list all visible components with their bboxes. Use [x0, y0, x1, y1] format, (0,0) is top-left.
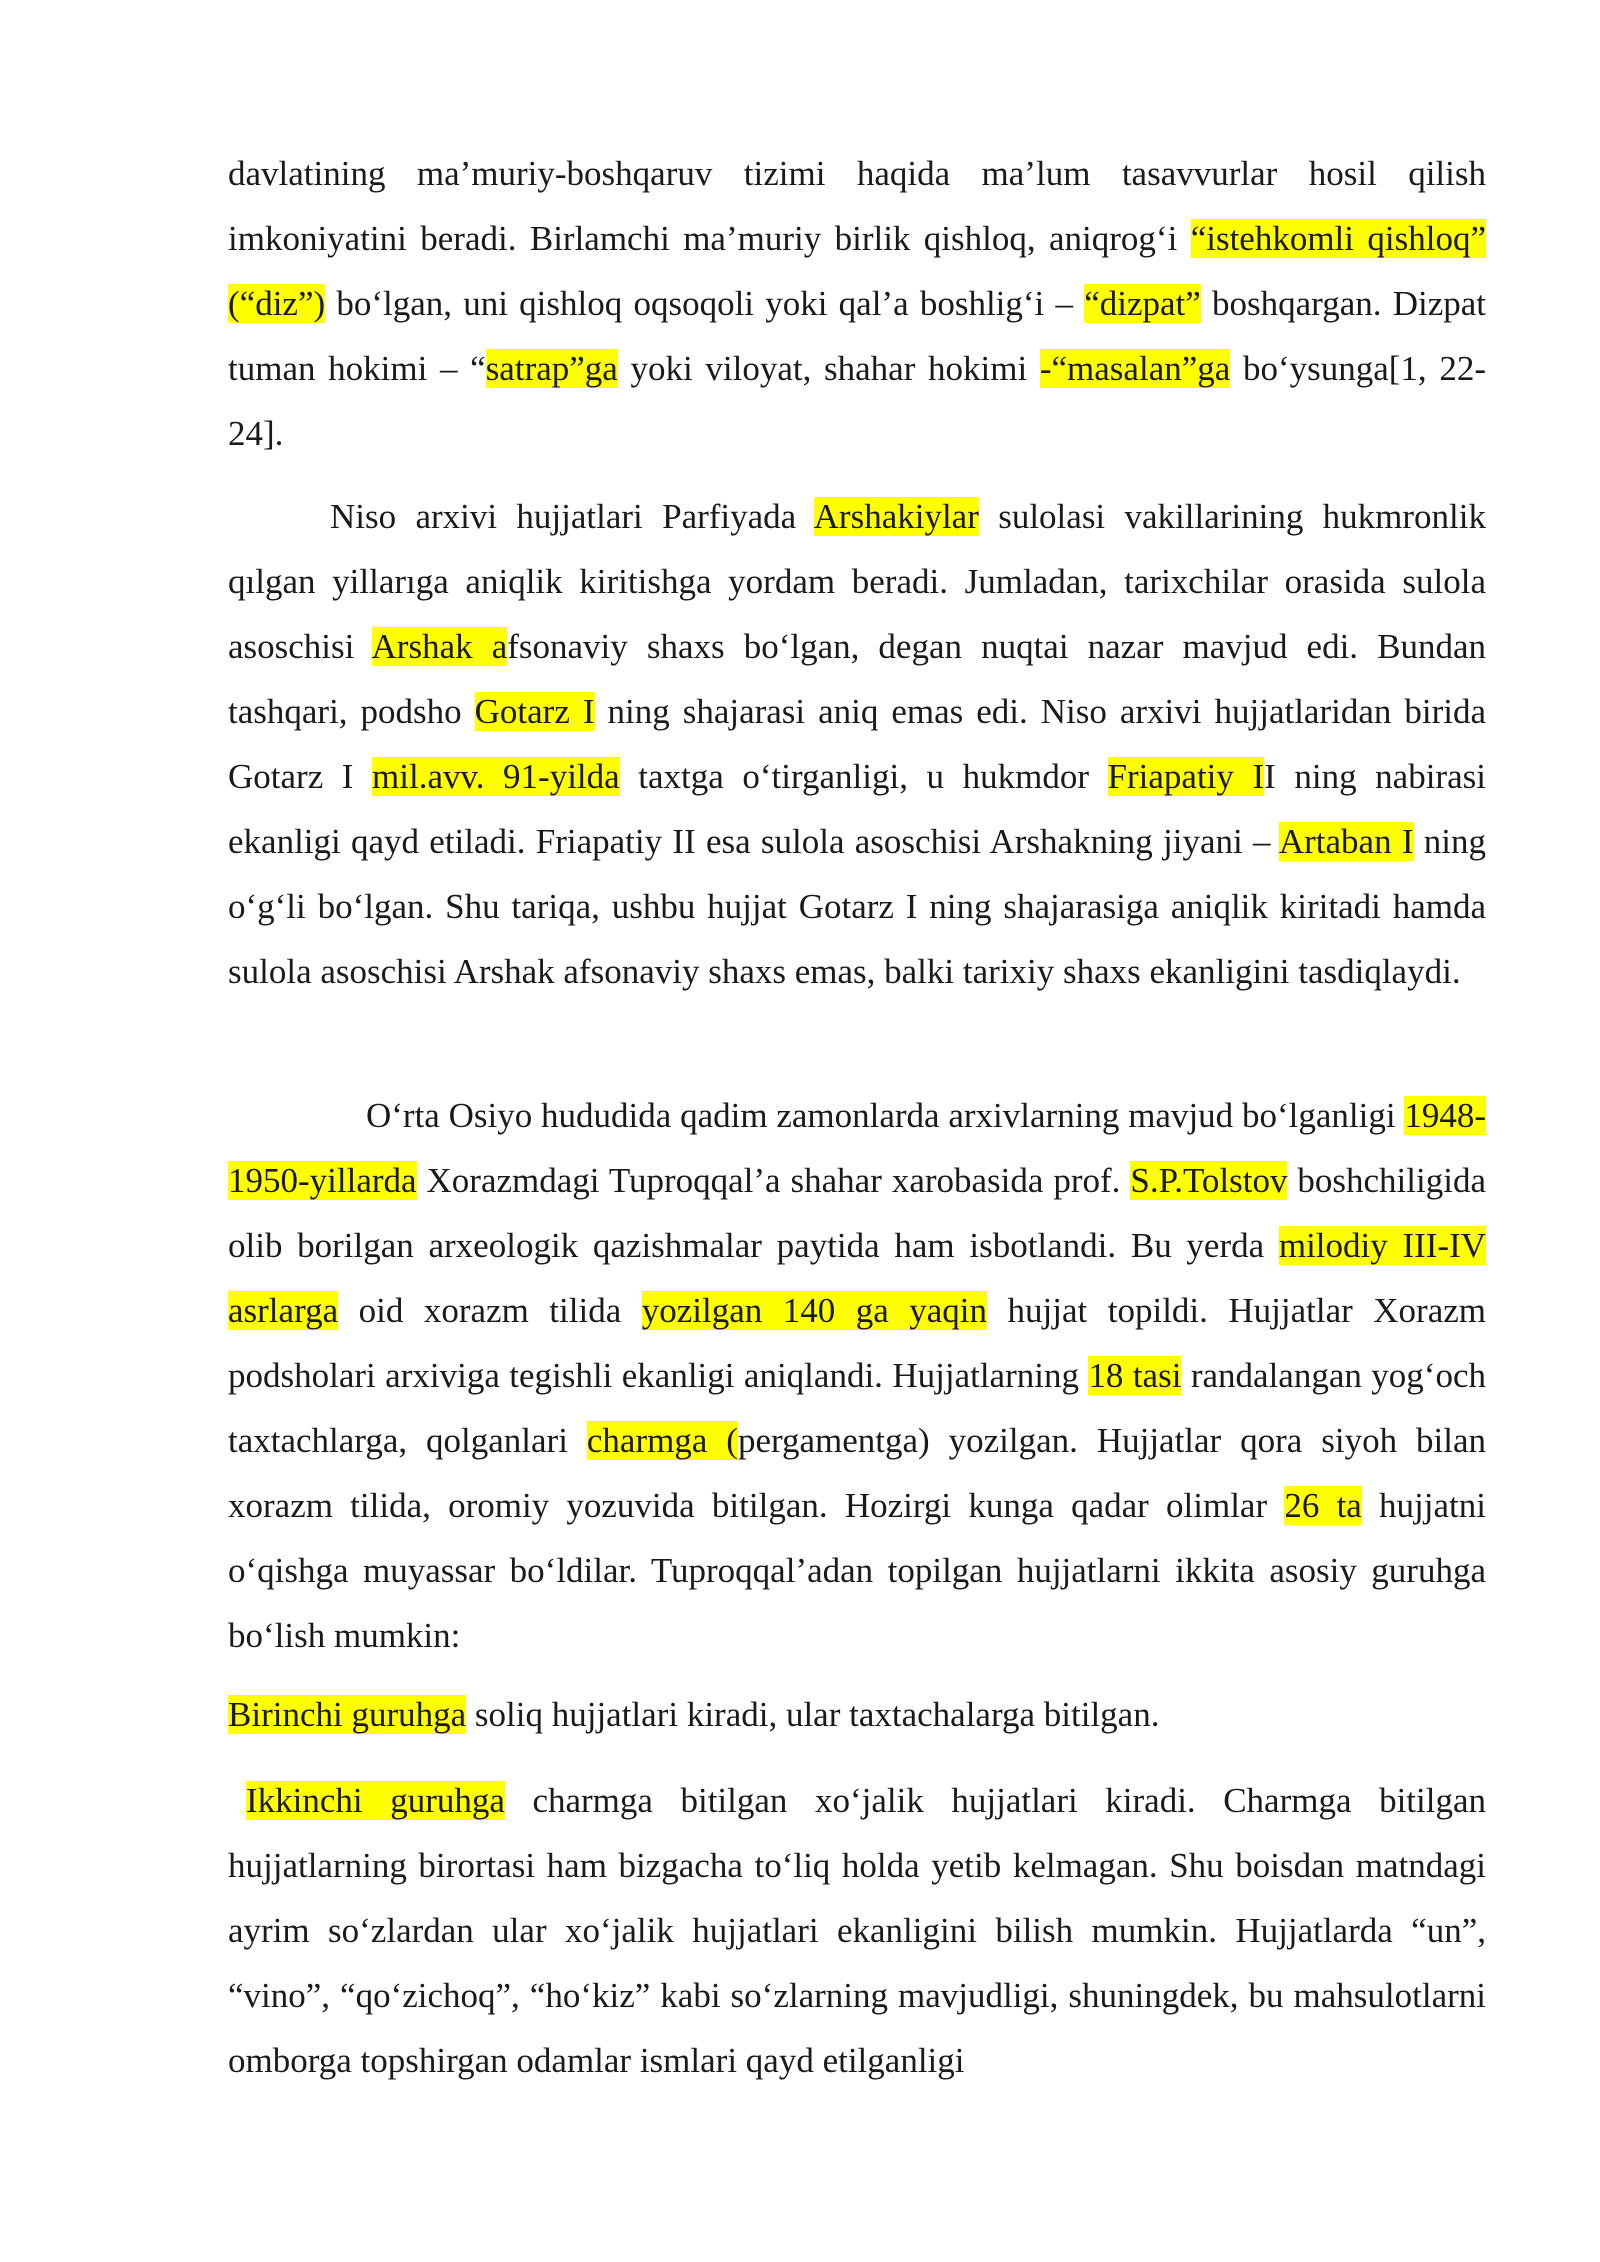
body-text: O‘rta Osiyo hududida qadim zamonlarda arxivlarning mavjud bo‘lganligi — [366, 1096, 1405, 1135]
body-text: hujjat topildi. Hujjatlar Xorazm podsholari arxiviga tegishli ekanligi aniqlandi. Hujjatlarning — [228, 1291, 1487, 1395]
highlighted-text: yozilgan 140 ga yaqin — [641, 1291, 988, 1330]
paragraph-text — [228, 484, 1486, 1004]
body-text: ning o‘g‘li bo‘lgan. Shu tariqa, ushbu hujjat Gotarz I ning shajarasiga aniqlik kiritadi hamda sulola asoschisi Arshak afsonaviy shaxs emas, balki tarixiy shaxs ekanligini tasdiqlaydi. — [228, 822, 1486, 991]
body-text: yoki viloyat, shahar hokimi — [617, 349, 1040, 388]
highlighted-text: charmga ( — [586, 1421, 738, 1460]
highlighted-text: satrap”ga — [485, 349, 618, 388]
highlighted-text: Friapatiy I — [1107, 757, 1265, 796]
paragraph-text — [228, 1682, 1486, 1747]
body-text: soliq hujjatlari kiradi, ular taxtachalarga bitilgan. — [466, 1695, 1160, 1734]
paragraph-4 — [228, 1682, 1486, 1747]
highlighted-text: milodiy III-IV asrlarga — [228, 1226, 1486, 1330]
paragraph-5 — [228, 1768, 1486, 2093]
paragraph-text — [228, 1768, 1486, 2093]
body-text: Xorazmdagi Tuproqqal’a shahar xarobasida prof. — [416, 1161, 1131, 1200]
highlighted-text: 1948- 1950-yillarda — [228, 1096, 1486, 1200]
body-text: bo‘lgan, uni qishloq oqsoqoli yoki qal’a boshlig‘i – — [325, 284, 1085, 323]
body-text: ning shajarasi aniq emas edi. Niso arxivi hujjatlaridan birida Gotarz I — [228, 692, 1486, 796]
highlighted-text: Birinchi guruhga — [228, 1695, 467, 1734]
body-text: boshqargan. Dizpat tuman hokimi – “ — [228, 284, 1486, 388]
body-text: boshchiligida olib borilgan arxeologik qazishmalar paytida ham isbotlandi. Bu yerda — [228, 1161, 1486, 1265]
paragraph-1 — [228, 141, 1486, 466]
paragraph-text — [228, 141, 1486, 466]
highlighted-text: “istehkomli qishloq” (“diz”) — [228, 219, 1486, 323]
body-text: randalangan yog‘och taxtachlarga, qolganlari — [228, 1356, 1486, 1460]
highlighted-text: “dizpat” — [1084, 284, 1201, 323]
body-text: sulolasi vakillarining hukmronlik qılgan yillarıga aniqlik kiritishga yordam beradi. Jumladan, tarixchilar orasida sulola asoschisi — [228, 497, 1487, 666]
body-text: I ning nabirasi ekanligi qayd etiladi. Friapatiy II esa sulola asoschisi Arshakning jiyani – — [228, 757, 1486, 861]
highlighted-text: Gotarz I — [474, 692, 595, 731]
body-text: oid xorazm tilida — [338, 1291, 642, 1330]
highlighted-text: Ikkinchi guruhga — [246, 1781, 505, 1820]
highlighted-text: S.P.Tolstov — [1130, 1161, 1288, 1200]
paragraph-3 — [228, 1083, 1486, 1668]
body-text: Niso arxivi hujjatlari Parfiyada — [330, 497, 814, 536]
paragraph-text — [228, 1083, 1486, 1668]
highlighted-text: 26 ta — [1284, 1486, 1362, 1525]
body-text: bo‘ysunga[1, 22-24]. — [228, 349, 1486, 453]
body-text: davlatining ma’muriy-boshqaruv tizimi haqida ma’lum tasavvurlar hosil qilish imkoniyatini beradi. Birlamchi ma’muriy birlik qishloq, aniqrog‘i — [228, 154, 1486, 258]
highlighted-text: -“masalan”ga — [1039, 349, 1231, 388]
body-text: charmga bitilgan xo‘jalik hujjatlari kiradi. Charmga bitilgan hujjatlarning birortasi ham bizgacha to‘liq holda yetib kelmagan. Shu boisdan matndagi ayrim so‘zlardan ular xo‘jalik hujjatlari ekanligini bilish mumkin. Hujjatlarda “un”, “vino”, “qo‘zichoq”, “ho‘kiz” kabi so‘zlarning mavjudligi, shuningdek, bu mahsulotlarni omborga topshirgan odamlar ismlari qayd etilganligi — [228, 1781, 1486, 2080]
highlighted-text: Arshakiylar — [813, 497, 979, 536]
body-text: fsonaviy shaxs bo‘lgan, degan nuqtai nazar mavjud edi. Bundan tashqari, podsho — [228, 627, 1486, 731]
highlighted-text: 18 tasi — [1088, 1356, 1182, 1395]
body-text: taxtga o‘tirganligi, u hukmdor — [619, 757, 1108, 796]
body-text: pergamentga) yozilgan. Hujjatlar qora siyoh bilan xorazm tilida, oromiy yozuvida bitilgan. Hozirgi kunga qadar olimlar — [228, 1421, 1487, 1525]
paragraph-2 — [228, 484, 1486, 1004]
highlighted-text: Arshak a — [371, 627, 508, 666]
highlighted-text: Artaban I — [1278, 822, 1414, 861]
highlighted-text: mil.avv. 91-yilda — [372, 757, 620, 796]
body-text: hujjatni o‘qishga muyassar bo‘ldilar. Tuproqqal’adan topilgan hujjatlarni ikkita asosiy guruhga bo‘lish mumkin: — [228, 1486, 1486, 1655]
